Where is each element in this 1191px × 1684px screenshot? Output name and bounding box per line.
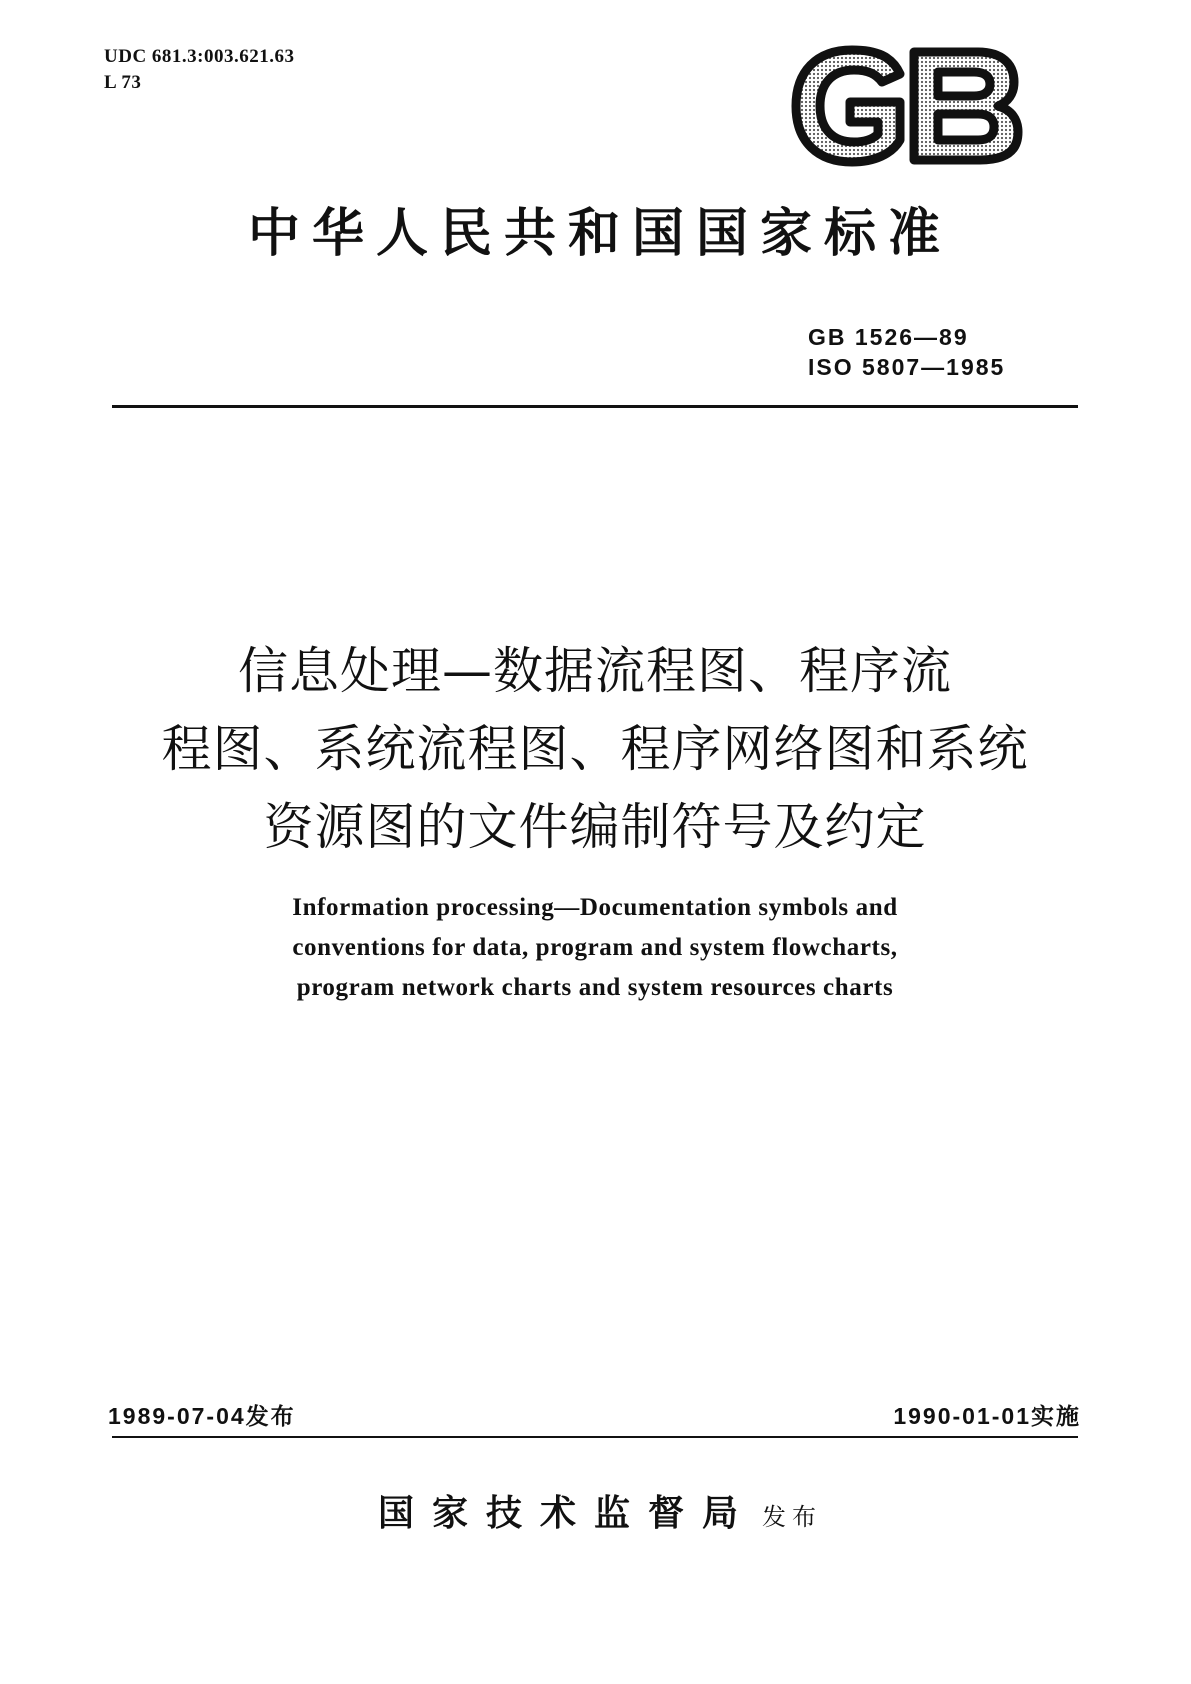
- national-standard-heading: 中华人民共和国国家标准: [247, 204, 952, 264]
- standard-codes: [808, 322, 1005, 382]
- title-chinese: [120, 632, 1070, 866]
- header-divider: [112, 405, 1078, 408]
- udc-block: [104, 44, 295, 96]
- classification-code: L 73: [104, 72, 142, 93]
- implementation-date: 1990-01-01实施: [893, 1403, 1081, 1429]
- title-english: [200, 888, 990, 1008]
- title-cn-line: 程图、系统流程图、程序网络图和系统: [161, 720, 1029, 778]
- title-cn-line: 资源图的文件编制符号及约定: [263, 798, 927, 856]
- iso-number: ISO 5807—1985: [808, 354, 1006, 380]
- title-en-line: Information processing—Documentation symbols and: [292, 894, 898, 921]
- publisher-name: 国家技术监督局: [377, 1492, 756, 1534]
- logo-letter-g: [796, 50, 900, 162]
- logo-letter-b: [914, 52, 1018, 160]
- udc-code: UDC 681.3:003.621.63: [104, 46, 295, 67]
- gb-logo: [788, 44, 1024, 167]
- footer-divider: [112, 1436, 1078, 1438]
- title-cn-line: 信息处理—数据流程图、程序流: [238, 642, 952, 700]
- title-en-line: program network charts and system resources charts: [296, 974, 894, 1001]
- gb-number: GB 1526—89: [808, 324, 969, 350]
- publisher-line: [150, 1485, 1050, 1536]
- title-en-line: conventions for data, program and system flowcharts,: [292, 934, 898, 961]
- issue-date: 1989-07-04发布: [108, 1403, 296, 1429]
- publisher-verb: 发布: [762, 1503, 822, 1531]
